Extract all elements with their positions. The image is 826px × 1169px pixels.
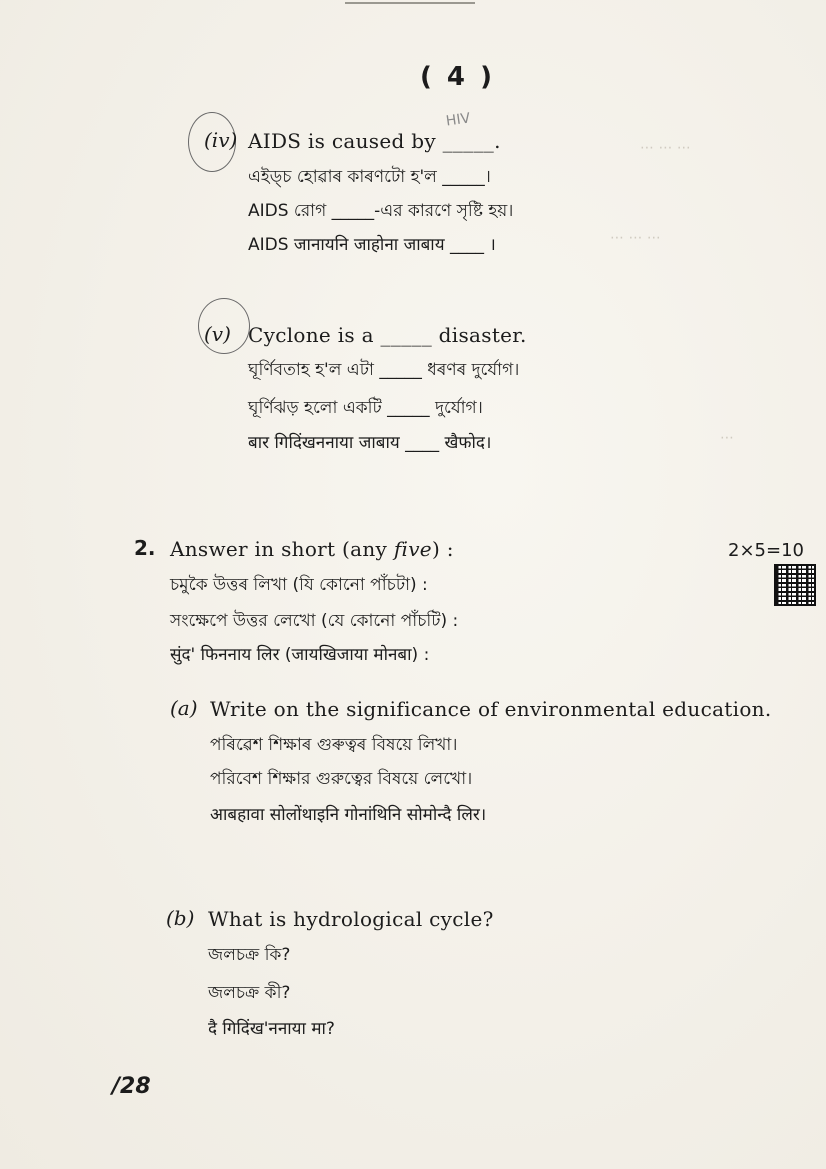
question-2b-assamese: জলচক্ৰ কি? xyxy=(208,945,291,965)
question-iv-bodo: AIDS जानायनि जाहोना जाबाय ____ । xyxy=(248,235,496,255)
question-2b-bodo: दै गिदिंख'ननाया मा? xyxy=(208,1019,335,1039)
question-2a-english: Write on the significance of environmental education. xyxy=(210,697,772,721)
question-v-bodo: बार गिदिंखननाया जाबाय ____ खैफोद। xyxy=(248,433,492,453)
question-2-english-prefix: Answer in short (any xyxy=(170,537,394,561)
bleed-through: ⋯ ⋯ ⋯ xyxy=(610,230,661,246)
page-footer-code: /28 xyxy=(112,1074,151,1099)
question-v-label: (v) xyxy=(204,322,231,346)
question-2a-assamese: পৰিৱেশ শিক্ষাৰ গুৰুত্বৰ বিষয়ে লিখা। xyxy=(210,735,458,755)
question-2a-label: (a) xyxy=(170,696,198,720)
question-2-marks: 2×5=10 xyxy=(728,540,804,561)
question-2b-english: What is hydrological cycle? xyxy=(208,907,494,931)
question-2-number: 2. xyxy=(134,536,156,560)
question-2-english-italic: five xyxy=(393,537,432,561)
bleed-through: ⋯ ⋯ ⋯ xyxy=(640,140,691,156)
top-rule xyxy=(345,2,475,4)
question-2a-bodo: आबहावा सोलोंथाइनि गोनांथिनि सोमोन्दै लिर। xyxy=(210,805,487,825)
question-2-english xyxy=(170,537,454,561)
question-2b-bengali: জলচক্র কী? xyxy=(208,983,291,1003)
question-iv-bengali: AIDS রোগ _____-এর কারণে সৃষ্টি হয়। xyxy=(248,201,514,221)
question-v-english: Cyclone is a _____ disaster. xyxy=(248,323,527,347)
bleed-through: ⋯ xyxy=(720,430,734,446)
question-2-bengali: সংক্ষেপে উত্তর লেখো (যে কোনো পাঁচটি) : xyxy=(170,611,459,631)
question-iv-label: (iv) xyxy=(204,128,238,152)
question-2a-bengali: পরিবেশ শিক্ষার গুরুত্বের বিষয়ে লেখো। xyxy=(210,769,473,789)
question-v-bengali: ঘূর্ণিঝড় হলো একটি _____ দুর্যোগ। xyxy=(248,398,483,418)
question-iv-assamese: এইড্‌চ হোৱাৰ কাৰণটো হ'ল _____। xyxy=(248,167,491,187)
qr-code xyxy=(774,564,816,606)
question-2-bodo: सुंद' फिननाय लिर (जायखिजाया मोनबा) : xyxy=(170,645,430,665)
handwritten-note: HIV xyxy=(445,110,472,130)
question-2-assamese: চমুকৈ উত্তৰ লিখা (যি কোনো পাঁচটা) : xyxy=(170,575,428,595)
question-iv-english: AIDS is caused by _____. xyxy=(248,129,501,153)
question-2-english-suffix: ) : xyxy=(431,537,454,561)
question-2b-label: (b) xyxy=(166,906,195,930)
page-number: ( 4 ) xyxy=(420,62,495,92)
question-v-assamese: ঘূৰ্ণিবতাহ হ'ল এটা _____ ধৰণৰ দুৰ্যোগ। xyxy=(248,360,520,380)
